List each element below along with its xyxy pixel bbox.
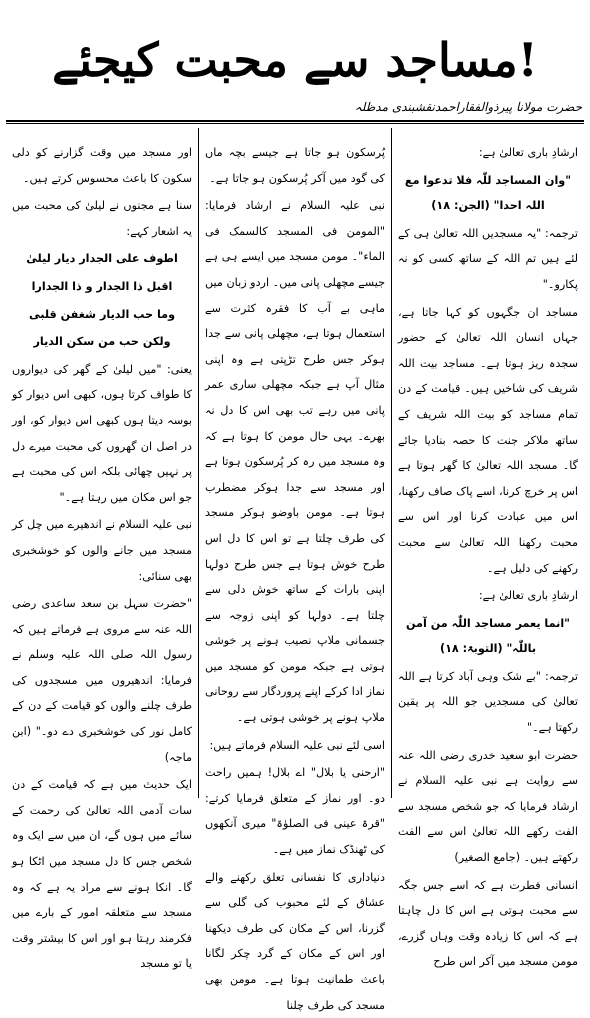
paragraph: ارشادِ باری تعالیٰ ہے: xyxy=(478,589,578,603)
translation: ترجمہ: "بے شک وہی آباد کرتا ہے اللہ تعالیٰ کی مسجدیں جو اللہ پر یقین رکھتا ہے۔" xyxy=(398,669,578,735)
paragraph: انسانی فطرت ہے کہ اسے جس جگہ سے محبت ہوتی ہے اس کا دل چاہتا ہے کہ اس کا زیادہ وقت وہاں گزرے، مومن مسجد میں آکر اس طرح xyxy=(398,878,578,969)
paragraph: دنیاداری کا نفسانی تعلق رکھنے والے عشاق کے لئے محبوب کی گلی سے گزرنا، اس کے مکان کی طرف دیکھنا اور اس کے مکان کے گرد چکر لگانا باعث طمانیت ہوتا ہے۔ مومن بھی مسجد کی طرف چلنا xyxy=(205,870,385,1012)
paragraph: اسی لئے نبی علیہ السلام فرماتے ہیں: xyxy=(209,738,385,752)
poem-line: اطوف علی الجدار دیار لیلیٰ xyxy=(26,252,178,266)
paragraph: مساجد ان جگہوں کو کہا جاتا ہے، جہاں انسان اللہ تعالیٰ کے حضور سجدہ ریز ہوتا ہے۔ مساجد بیت اللہ شریف کی شاخیں ہیں۔ قیامت کے دن تمام مساجد کو بیت اللہ شریف کے ساتھ ملاکر جنت کا حصہ بنادیا جائے گا۔ مسجد اللہ تعالیٰ کا گھر ہوتا ہے اس پر خرچ کرنا، اسے پاک صاف رکھنا، اس میں عبادت کرنا اور اس سے محبت رکھنا اللہ تعالیٰ سے محبت رکھنے کی دلیل ہے۔ xyxy=(398,305,578,575)
header-rule-thin xyxy=(6,123,584,124)
author-byline: حضرت مولانا پیرذوالفقاراحمدنقشبندی مدظلہ xyxy=(354,100,582,114)
paragraph: پُرسکون ہو جاتا ہے جیسے بچہ ماں کی گود میں آکر پُرسکون ہو جاتا ہے۔ xyxy=(205,146,385,185)
column-1 xyxy=(392,128,584,969)
paragraph: نبی علیہ السلام نے اندھیرے میں چل کر مسجد میں جانے والوں کو خوشخبری بھی سنائی: xyxy=(12,518,192,583)
poem-line: اقبل ذا الجدار و ذا الجدارا xyxy=(31,279,173,293)
paragraph: یعنی: "میں لیلیٰ کے گھر کی دیواروں کا طواف کرتا ہوں، کبھی اس دیوار کو بوسہ دیتا ہوں کبھی اس دیوار کو، اور در اصل ان گھروں کی محبت میرے دل پر نہیں چھائی بلکہ اس کی محبت ہے جو اس مکان میں رہتا ہے۔" xyxy=(12,362,192,504)
paragraph: نبی علیہ السلام نے ارشاد فرمایا: "المومن فی المسجد کالسمک فی الماء"۔ مومن مسجد میں ایسے ہی ہے جیسے مچھلی پانی میں۔ اردو زبان میں ماہی بے آب کا فقرہ کثرت سے استعمال ہوتا ہے، مچھلی پانی سے جدا ہوکر جس طرح تڑپتی ہے وہ اپنی مثال آپ ہے جبکہ مچھلی ساری عمر پانی میں رہے تب بھی اس کا دل نہ بھرے۔ یہی حال مومن کا ہوتا ہے کہ وہ مسجد میں رہ کر پُرسکون ہوتا ہے اور مسجد سے جدا ہوکر مضطرب ہوتا ہے۔ مومن باوضو ہوکر مسجد کی طرف چلتا ہے تو اس کا دل اس طرح خوش ہوتا ہے جس طرح دولہا اپنی بارات کے ساتھ خوش دلی سے چلتا ہے۔ دولہا کو اپنی زوجہ سے جسمانی ملاپ نصیب ہونے پر خوشی ہوتی ہے جبکہ مومن کو مسجد میں نماز ادا کرکے اپنے پروردگار سے روحانی ملاپ ہونے پر خوشی ہوتی ہے۔ xyxy=(205,199,385,725)
translation: ترجمہ: "یہ مسجدیں اللہ تعالیٰ ہی کے لئے ہیں تم اللہ کے ساتھ کسی کو نہ پکارو۔" xyxy=(398,226,578,291)
poem-line: وما حب الدیار شغفن قلبی xyxy=(28,307,176,321)
hadith: "حضرت سہل بن سعد ساعدی رضی اللہ عنہ سے مروی ہے فرماتے ہیں کہ رسول اللہ صلی اللہ علیہ وسلم نے فرمایا: اندھیروں میں مسجدوں کی طرف چلنے والوں کو قیامت کے دن کے کامل نور کی خوشخبری دے دو۔" (ابن ماجہ) xyxy=(12,597,192,764)
paragraph: "ارحنی یا بلال" اے بلال! ہمیں راحت دو۔ اور نماز کے متعلق فرمایا کرتے: "قرۃ عینی فی الصلوٰۃ" میری آنکھوں کی ٹھنڈک نماز میں ہے۔ xyxy=(205,766,385,857)
paragraph: حضرت ابو سعید خدری رضی اللہ عنہ سے روایت ہے نبی علیہ السلام نے ارشاد فرمایا کہ جو شخص مسجد سے الفت رکھے اللہ تعالیٰ اس سے الفت رکھتے ہیں۔ (جامع الصغیر) xyxy=(398,748,578,865)
column-2 xyxy=(199,128,392,1012)
poem-line: ولکن حب من سکن الدیار xyxy=(33,335,171,349)
quran-verse: "انما یعمر مساجد اللّٰہ من آمن باللّٰہ" (التوبۃ: ۱۸) xyxy=(405,616,571,656)
quran-verse: "وان المساجد للّٰہ فلا تدعوا مع اللہ احدا" (الجن: ۱۸) xyxy=(404,173,572,213)
paragraph: ارشادِ باری تعالیٰ ہے: xyxy=(478,146,578,159)
article-columns xyxy=(6,128,584,1012)
paragraph: سنا ہے مجنوں نے لیلیٰ کی محبت میں یہ اشعار کہے: xyxy=(12,199,192,238)
header-rule xyxy=(6,120,584,122)
paragraph: ایک حدیث میں ہے کہ قیامت کے دن سات آدمی اللہ تعالیٰ کی رحمت کے سائے میں ہوں گے، ان میں سے ایک وہ شخص جس کا دل مسجد میں اٹکا ہو گا۔ انکا ہونے سے مراد یہ ہے کہ وہ مسجد سے متعلقہ امور کے بارے میں فکرمند رہتا ہو اور اس کا بیشتر وقت یا تو مسجد xyxy=(12,778,192,971)
paragraph: اور مسجد میں وقت گزارنے کو دلی سکون کا باعث محسوس کرتے ہیں۔ xyxy=(12,146,192,185)
article-title: مساجد سے محبت کیجئے! xyxy=(52,33,538,87)
column-3 xyxy=(6,128,199,971)
